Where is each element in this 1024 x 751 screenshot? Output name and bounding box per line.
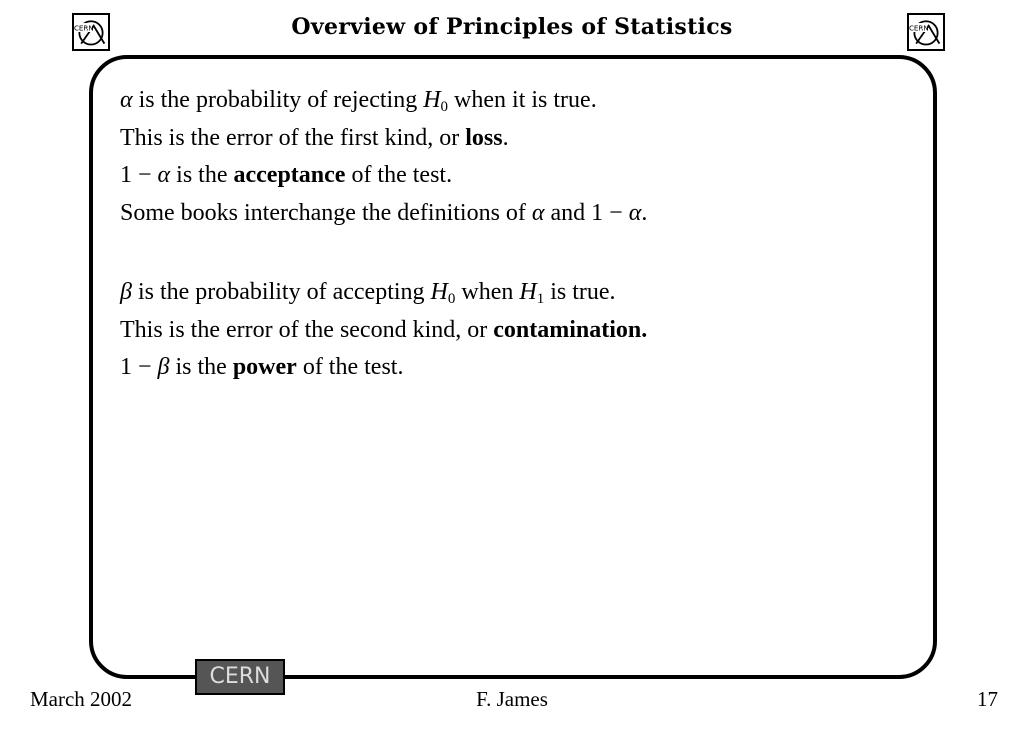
term-loss: loss xyxy=(465,124,503,151)
page-title: Overview of Principles of Statistics xyxy=(291,14,733,40)
term-contamination: contamination. xyxy=(493,316,648,343)
h-symbol: H xyxy=(423,87,441,113)
text-span: is true. xyxy=(544,279,616,305)
alpha-symbol: α xyxy=(531,199,545,226)
subscript: 1 xyxy=(536,291,545,307)
term-acceptance: acceptance xyxy=(233,162,346,188)
cern-logo-text: CERN xyxy=(74,23,94,33)
power-line xyxy=(120,349,647,387)
subscript: 0 xyxy=(447,291,456,307)
text-span: when it is true. xyxy=(448,87,597,113)
text-span: is the xyxy=(170,162,234,188)
page-number: 17 xyxy=(977,687,998,711)
paragraph-gap xyxy=(120,232,647,274)
text-span: . xyxy=(641,199,648,226)
h-symbol: H xyxy=(519,279,537,305)
text-span: is the probability of rejecting xyxy=(132,87,424,113)
alpha-symbol: α xyxy=(120,87,133,113)
second-kind-line xyxy=(120,312,647,350)
cern-logo-text: CERN xyxy=(909,23,929,33)
first-kind-line xyxy=(120,120,647,158)
text-span: . xyxy=(502,124,509,151)
text-span: and 1 − xyxy=(544,199,629,226)
alpha-definition-line xyxy=(120,82,647,120)
alpha-symbol: α xyxy=(628,199,642,226)
alpha-symbol: α xyxy=(157,162,171,188)
text-span: Some books interchange the definitions of xyxy=(120,199,532,226)
beta-definition-line xyxy=(120,274,647,312)
term-power: power xyxy=(232,354,297,380)
text-span: of the test. xyxy=(296,354,404,380)
interchange-line xyxy=(120,195,647,233)
footer-author: F. James xyxy=(476,687,548,711)
text-span: is the xyxy=(169,354,233,380)
subscript: 0 xyxy=(440,99,449,115)
text-span: of the test. xyxy=(345,162,453,188)
acceptance-line xyxy=(120,157,647,195)
footer-date: March 2002 xyxy=(30,687,133,711)
text-span: 1 − xyxy=(120,162,158,188)
text-span: This is the error of the first kind, or xyxy=(120,124,466,151)
cern-logo-right-icon xyxy=(907,13,945,51)
beta-symbol: β xyxy=(120,279,132,305)
beta-symbol: β xyxy=(157,354,170,380)
h-symbol: H xyxy=(430,279,448,305)
cern-badge: CERN xyxy=(195,659,285,695)
text-span: when xyxy=(455,279,520,305)
slide-content xyxy=(120,82,647,387)
text-span: 1 − xyxy=(120,354,158,380)
text-span: This is the error of the second kind, or xyxy=(120,316,494,343)
text-span: is the probability of accepting xyxy=(131,279,431,305)
